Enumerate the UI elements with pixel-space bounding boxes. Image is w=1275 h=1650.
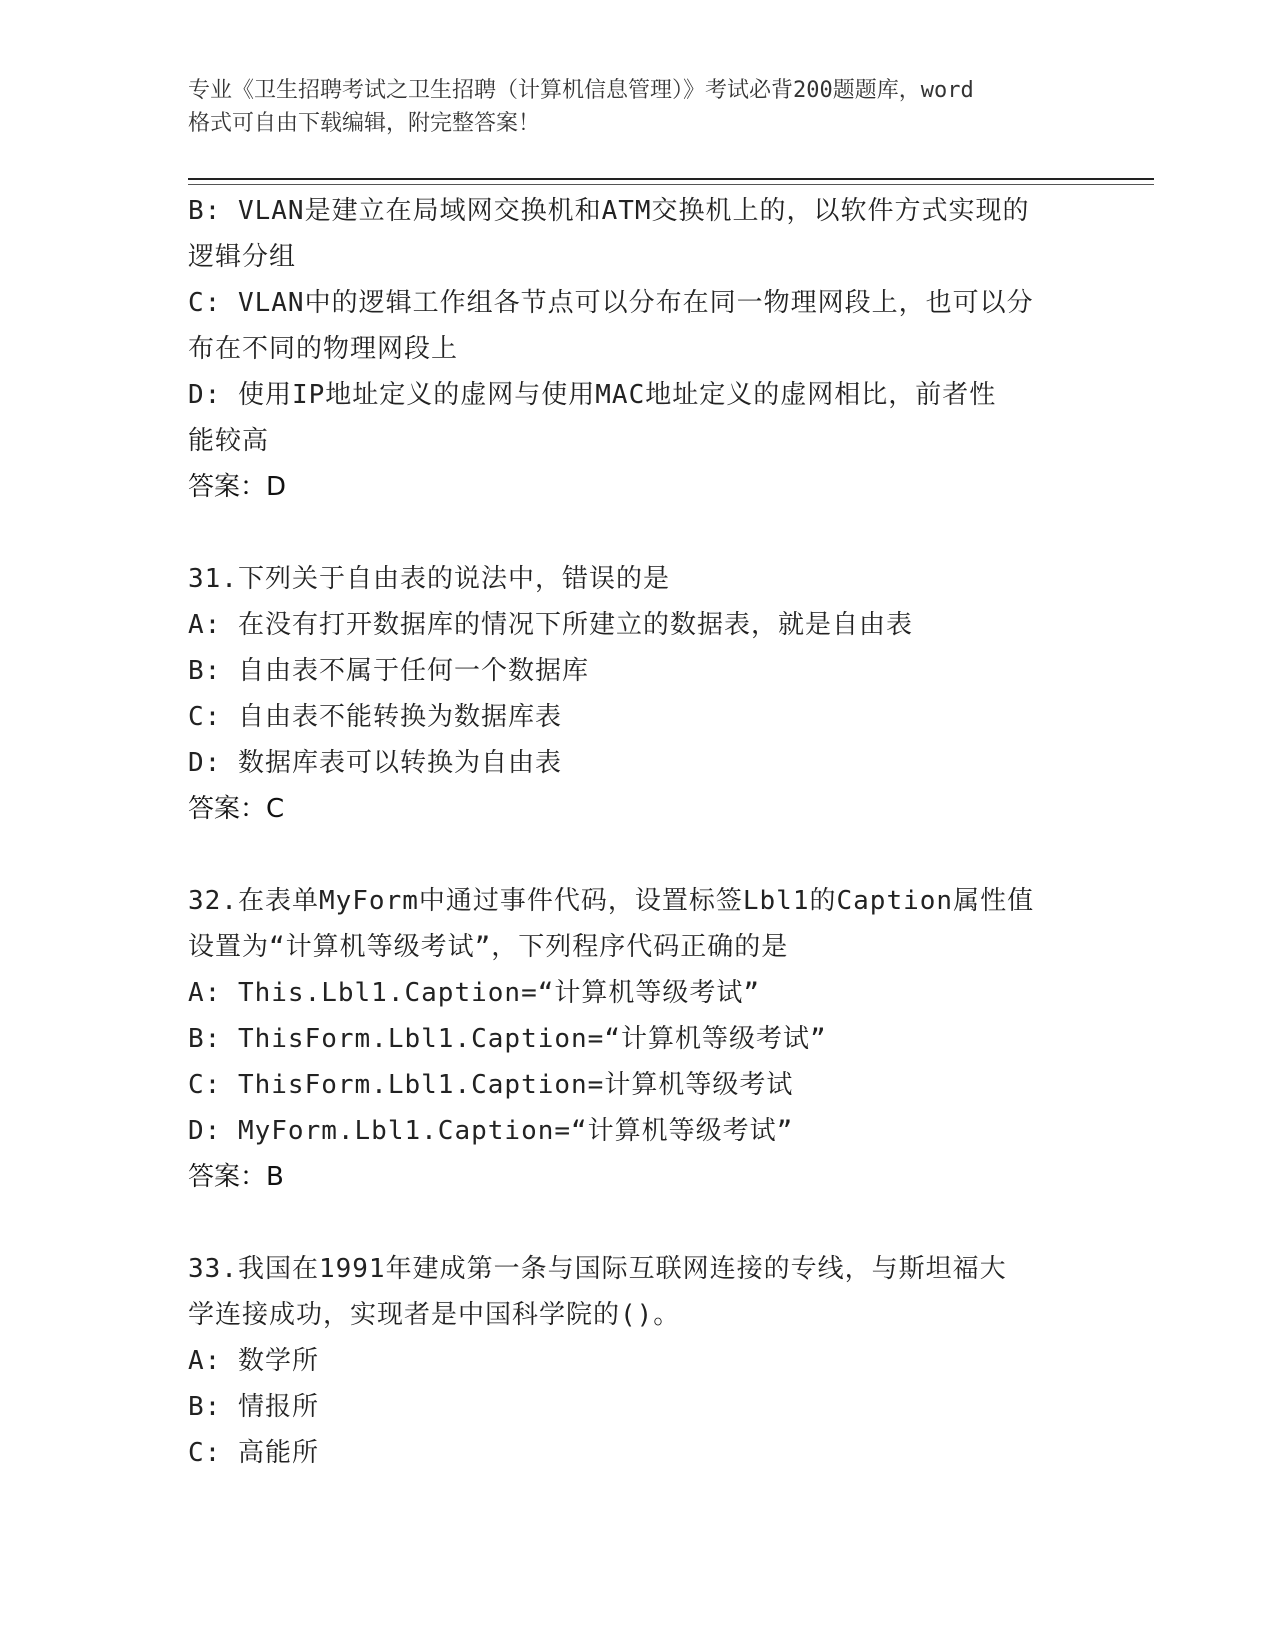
question-32 — [188, 878, 1108, 1200]
answer: 答案：B — [188, 1162, 284, 1192]
option-c-line-2: 布在不同的物理网段上 — [188, 334, 459, 364]
spacer — [188, 510, 1108, 556]
option-a: A: This.Lbl1.Caption=“计算机等级考试” — [188, 978, 761, 1008]
header-line-2: 格式可自由下载编辑，附完整答案！ — [188, 111, 541, 136]
spacer — [188, 832, 1108, 878]
option-c: C: ThisForm.Lbl1.Caption=计算机等级考试 — [188, 1070, 794, 1100]
option-b: B: 情报所 — [188, 1392, 319, 1422]
option-c: C: 自由表不能转换为数据库表 — [188, 702, 562, 732]
answer: 答案：D — [188, 472, 287, 502]
option-b-line-1: B: VLAN是建立在局域网交换机和ATM交换机上的，以软件方式实现的 — [188, 196, 1030, 226]
question-33 — [188, 1246, 1108, 1476]
answer: 答案：C — [188, 794, 285, 824]
header-rule-thin — [188, 184, 1154, 185]
option-b: B: ThisForm.Lbl1.Caption=“计算机等级考试” — [188, 1024, 827, 1054]
option-d: D: 数据库表可以转换为自由表 — [188, 748, 562, 778]
option-d-line-1: D: 使用IP地址定义的虚网与使用MAC地址定义的虚网相比，前者性 — [188, 380, 997, 410]
option-b: B: 自由表不属于任何一个数据库 — [188, 656, 589, 686]
option-a: A: 在没有打开数据库的情况下所建立的数据表，就是自由表 — [188, 610, 913, 640]
option-b-line-2: 逻辑分组 — [188, 242, 297, 272]
option-d-line-2: 能较高 — [188, 426, 270, 456]
question-stem: 31.下列关于自由表的说法中，错误的是 — [188, 564, 670, 594]
header-line-1: 专业《卫生招聘考试之卫生招聘（计算机信息管理）》考试必背200题题库，word — [188, 78, 974, 103]
question-31 — [188, 556, 1108, 832]
document-header — [188, 74, 1088, 140]
question-stem-line-2: 设置为“计算机等级考试”，下列程序代码正确的是 — [188, 932, 789, 962]
option-d: D: MyForm.Lbl1.Caption=“计算机等级考试” — [188, 1116, 794, 1146]
option-a: A: 数学所 — [188, 1346, 319, 1376]
option-c: C: 高能所 — [188, 1438, 319, 1468]
spacer — [188, 1200, 1108, 1246]
document-body — [188, 188, 1108, 1476]
header-rule-thick — [188, 178, 1154, 180]
question-stem-line-1: 32.在表单MyForm中通过事件代码，设置标签Lbl1的Caption属性值 — [188, 886, 1035, 916]
question-stem-line-2: 学连接成功，实现者是中国科学院的()。 — [188, 1300, 681, 1330]
question-stem-line-1: 33.我国在1991年建成第一条与国际互联网连接的专线，与斯坦福大 — [188, 1254, 1007, 1284]
question-30-continued — [188, 188, 1108, 510]
option-c-line-1: C: VLAN中的逻辑工作组各节点可以分布在同一物理网段上，也可以分 — [188, 288, 1034, 318]
